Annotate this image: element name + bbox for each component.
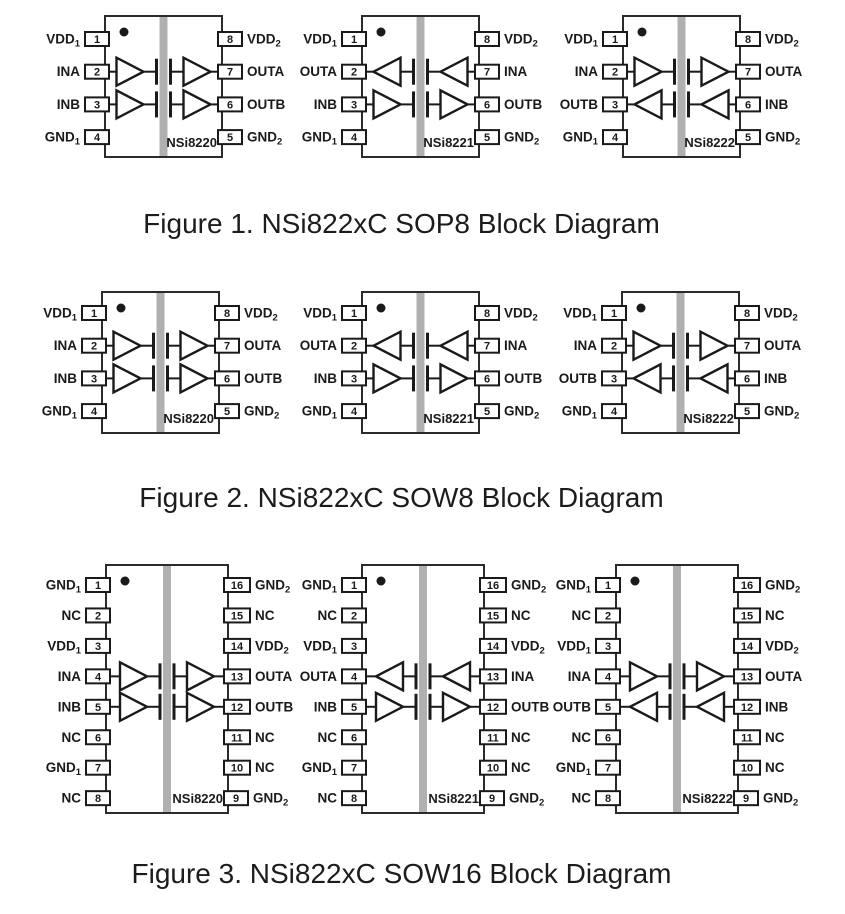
pin-number: 1 [350,580,358,592]
pin-number: 3 [604,640,612,653]
chip-NSi8222-SOW8 [559,292,802,433]
pin-label: $GND_2$ [765,129,801,148]
pin-label: OUTB [247,96,286,112]
pin-number: 2 [350,340,358,353]
pin-label: INA [511,668,535,684]
pin-label: INB [765,699,789,715]
pin-label: INA [573,338,597,354]
pin-number: 7 [94,762,102,775]
pin-number: 5 [94,701,102,714]
pin-label: INB [765,96,789,112]
pin-number: 11 [231,732,243,745]
pin-number: 2 [604,610,612,623]
pin-label: $GND_1$ [301,577,337,596]
pin-number: 8 [743,308,751,320]
pin-label: $GND_2$ [504,129,540,148]
pin-number: 4 [610,406,618,419]
pin1-dot [121,577,130,586]
pin-number: 1 [604,580,612,592]
pin-label: $VDD_2$ [247,31,281,50]
pin-number: 3 [90,373,98,386]
pin-label: OUTA [765,64,803,80]
pin-number: 8 [483,34,491,46]
pin-label: $GND_1$ [301,760,337,779]
pin-label: $GND_2$ [764,403,800,422]
pin-number: 8 [223,308,231,320]
pin-number: 5 [226,132,234,145]
pin-number: 6 [350,732,358,745]
pin-number: 14 [486,640,500,653]
pin-number: 1 [350,34,358,46]
pin-number: 3 [611,99,619,112]
figure-1-diagram [0,0,845,190]
pin-label: NC [511,729,531,745]
pin-number: 6 [223,373,231,386]
pin-label: INB [313,699,337,715]
pin-number: 11 [487,732,499,745]
pin-number: 12 [486,701,500,714]
pin-label: $GND_1$ [45,760,81,779]
pin-number: 5 [223,406,231,419]
pin-number: 13 [740,671,754,684]
pin-number: 8 [604,793,612,806]
pin-number: 4 [93,132,101,145]
pin-label: $VDD_2$ [504,305,538,324]
pin-number: 7 [350,762,358,775]
pin-number: 16 [740,580,754,592]
pin-number: 14 [740,640,754,653]
chip-name: NSi8222 [684,135,735,150]
chip-name: NSi8220 [172,791,223,806]
pin-label: NC [61,729,81,745]
pin-label: $VDD_1$ [563,305,597,324]
pin-label: OUTA [299,668,337,684]
pin-label: $VDD_1$ [303,638,337,657]
pin-number: 12 [740,701,754,714]
pin-label: $VDD_1$ [557,638,591,657]
pin-number: 1 [611,34,619,46]
pin-number: 4 [611,132,619,145]
pin-number: 7 [743,340,751,353]
pin-number: 2 [94,610,102,623]
pin-label: OUTA [244,338,282,354]
pin-label: INB [764,370,788,386]
pin-number: 6 [744,99,752,112]
pin-label: $GND_2$ [247,129,283,148]
pin1-dot [120,28,129,37]
pin1-dot [377,28,386,37]
pin-number: 7 [226,66,234,79]
pin-number: 4 [94,671,102,684]
chip-name: NSi8220 [163,411,214,426]
pin-label: $GND_1$ [301,403,337,422]
pin-number: 8 [226,34,234,46]
pin-label: $VDD_1$ [303,31,337,50]
pin-number: 6 [483,99,491,112]
pin-label: OUTB [504,370,543,386]
pin-label: $GND_2$ [509,790,545,809]
pin1-dot [377,577,386,586]
isolation-barrier [163,566,171,812]
pin-label: $GND_2$ [763,790,799,809]
pin-label: $VDD_1$ [564,31,598,50]
pin-label: OUTA [247,64,285,80]
pin-label: $VDD_2$ [244,305,278,324]
pin-number: 3 [93,99,101,112]
pin-number: 13 [230,671,244,684]
pin-number: 7 [744,66,752,79]
pin-label: INA [567,668,591,684]
pin-number: 13 [486,671,500,684]
chip-NSi8221-SOW16 [300,565,550,813]
chip-NSi8221-SOP8 [300,16,543,157]
pin-number: 1 [94,580,102,592]
pin-number: 11 [741,732,753,745]
pin-number: 2 [90,340,98,353]
chip-name: NSi8221 [423,135,474,150]
pin-label: NC [255,729,275,745]
pin-label: INB [313,96,337,112]
pin-label: $VDD_1$ [303,305,337,324]
pin-number: 3 [350,373,358,386]
pin-label: $GND_1$ [44,129,80,148]
pin-label: NC [765,607,785,623]
pin-number: 2 [93,66,101,79]
pin-number: 2 [611,66,619,79]
pin-label: $GND_1$ [45,577,81,596]
pin-label: NC [571,790,591,806]
pin-number: 6 [226,99,234,112]
pin-number: 4 [350,132,358,145]
pin-number: 8 [94,793,102,806]
chip-NSi8221-SOW8 [300,292,543,433]
chip-NSi8220-SOW16 [46,565,294,813]
pin1-dot [638,28,647,37]
pin-label: $GND_1$ [555,577,591,596]
pin-label: $GND_2$ [504,403,540,422]
pin-label: NC [511,760,531,776]
pin-number: 7 [223,340,231,353]
pin-label: NC [61,790,81,806]
pin-label: INB [56,96,80,112]
pin-number: 2 [350,66,358,79]
pin-label: INB [53,370,77,386]
pin-label: OUTA [255,668,293,684]
pin-number: 4 [350,671,358,684]
pin-label: $GND_2$ [253,790,289,809]
pin-label: $VDD_2$ [765,31,799,50]
pin-number: 6 [483,373,491,386]
figure-2-caption: Figure 2. NSi822xC SOW8 Block Diagram [139,482,664,513]
pin-number: 4 [90,406,98,419]
chip-NSi8220-SOP8 [45,16,286,157]
pin1-dot [117,304,126,313]
pin-number: 4 [350,406,358,419]
pin-number: 9 [742,793,750,806]
figure-3-diagram [0,545,845,845]
pin-label: OUTB [255,699,294,715]
pin-number: 5 [483,406,491,419]
pin-number: 10 [230,762,244,775]
chip-name: NSi8221 [428,791,479,806]
pin-label: INA [574,64,598,80]
pin-label: $VDD_1$ [46,31,80,50]
pin-number: 10 [486,762,500,775]
pin-number: 2 [350,610,358,623]
pin-number: 5 [744,132,752,145]
pin-number: 6 [743,373,751,386]
pin-label: OUTA [299,338,337,354]
pin-label: INA [504,64,528,80]
pin-label: $VDD_1$ [47,638,81,657]
pin-number: 16 [486,580,500,592]
pin-number: 1 [93,34,101,46]
pin-label: $GND_1$ [561,403,597,422]
chip-name: NSi8221 [423,411,474,426]
pin-label: NC [255,607,275,623]
pin-number: 7 [604,762,612,775]
pin-number: 6 [94,732,102,745]
pin-label: NC [255,760,275,776]
pin-number: 8 [744,34,752,46]
pin-label: OUTB [511,699,550,715]
pin-label: $VDD_1$ [43,305,77,324]
pin1-dot [377,304,386,313]
pin-label: $GND_1$ [562,129,598,148]
pin-label: NC [317,790,337,806]
pin-number: 15 [230,610,244,623]
pin-label: OUTB [552,699,591,715]
pin-number: 3 [350,640,358,653]
pin-label: INA [56,64,80,80]
pin-number: 5 [483,132,491,145]
pin-number: 10 [740,762,754,775]
pin-number: 7 [483,340,491,353]
pin-label: NC [765,729,785,745]
chip-NSi8220-SOW8 [42,292,283,433]
pin-label: INB [57,699,81,715]
pin-label: OUTA [764,338,802,354]
pin-number: 5 [743,406,751,419]
pin-label: $GND_2$ [255,577,291,596]
chip-NSi8222-SOP8 [560,16,803,157]
pin-number: 16 [230,580,244,592]
isolation-barrier [419,566,427,812]
pin-number: 4 [604,671,612,684]
figure-2-diagram [0,270,845,460]
chip-name: NSi8220 [166,135,217,150]
pin-label: INB [313,370,337,386]
pin-number: 3 [94,640,102,653]
isolation-barrier [673,566,681,812]
pin-number: 12 [230,701,244,714]
pin-number: 1 [610,308,618,320]
pin-number: 3 [610,373,618,386]
pin-number: 5 [350,701,358,714]
pin-number: 2 [610,340,618,353]
pin-label: $GND_2$ [511,577,547,596]
pin-number: 9 [488,793,496,806]
pin-label: $GND_1$ [555,760,591,779]
pin-label: OUTB [504,96,543,112]
pin-label: NC [61,607,81,623]
pin-label: NC [765,760,785,776]
pin-label: $VDD_2$ [504,31,538,50]
pin-label: OUTB [244,370,283,386]
pin-label: OUTB [559,96,598,112]
pin-label: $VDD_2$ [764,305,798,324]
figure-1-caption: Figure 1. NSi822xC SOP8 Block Diagram [143,208,660,239]
pin-number: 14 [230,640,244,653]
pin-label: NC [571,729,591,745]
chip-name: NSi8222 [683,411,734,426]
pin-number: 8 [483,308,491,320]
pin-label: $VDD_2$ [511,638,545,657]
pin-label: INA [504,338,528,354]
pin-number: 15 [486,610,500,623]
pin-label: $GND_1$ [41,403,77,422]
pin-label: NC [511,607,531,623]
pin-label: $VDD_2$ [765,638,799,657]
pin-label: NC [317,607,337,623]
pin-number: 3 [350,99,358,112]
pin-number: 9 [232,793,240,806]
chip-name: NSi8222 [682,791,733,806]
pin-label: OUTA [765,668,803,684]
figure-3-caption: Figure 3. NSi822xC SOW16 Block Diagram [131,858,672,889]
pin-label: NC [317,729,337,745]
pin-number: 1 [350,308,358,320]
pin1-dot [631,577,640,586]
pin-label: $GND_2$ [765,577,801,596]
pin-number: 15 [740,610,754,623]
pin-label: INA [53,338,77,354]
pin-number: 8 [350,793,358,806]
pin-label: OUTB [558,370,597,386]
pin-label: $GND_1$ [301,129,337,148]
pin-label: INA [57,668,81,684]
pin-label: NC [571,607,591,623]
pin-number: 6 [604,732,612,745]
pin-label: OUTA [299,64,337,80]
pin-number: 1 [90,308,98,320]
pin-label: $GND_2$ [244,403,280,422]
pin-number: 7 [483,66,491,79]
pin-label: $VDD_2$ [255,638,289,657]
pin1-dot [637,304,646,313]
pin-number: 5 [604,701,612,714]
chip-NSi8222-SOW16 [553,565,803,813]
